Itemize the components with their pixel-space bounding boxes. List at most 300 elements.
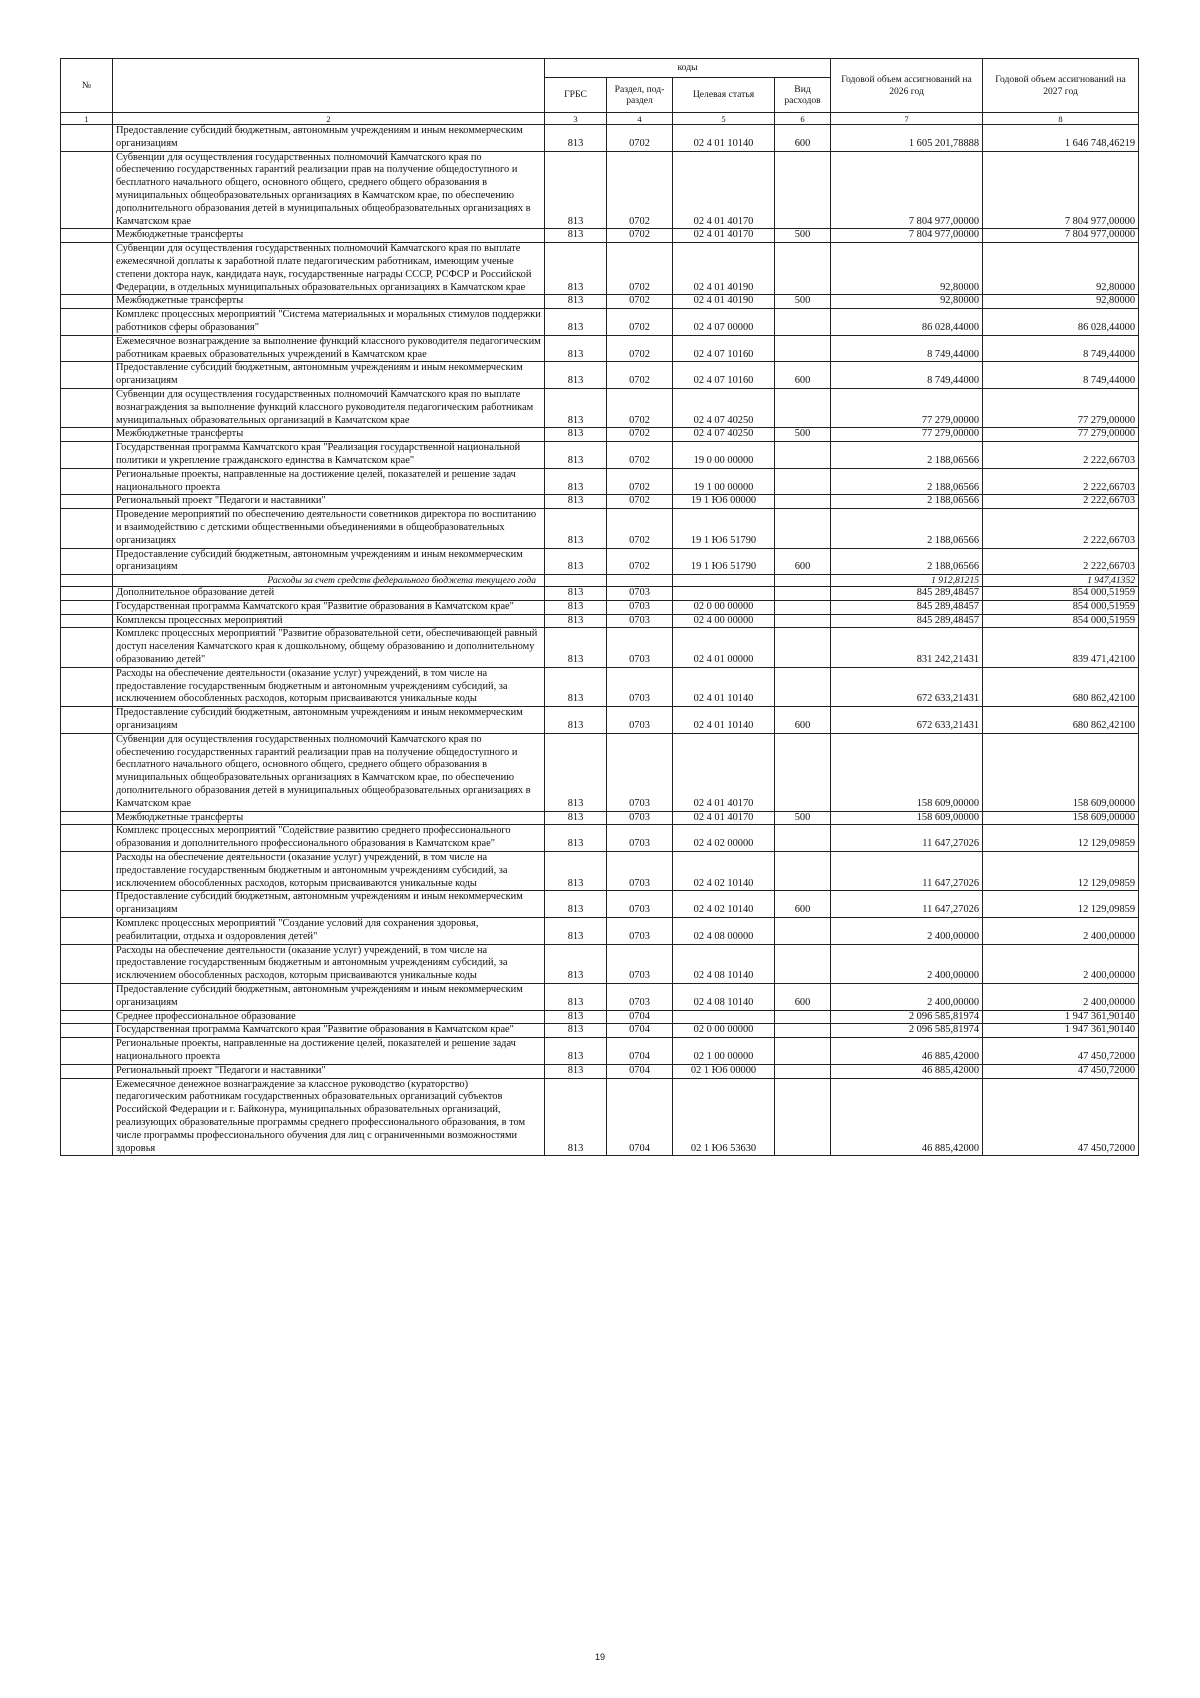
row-number-cell [61, 495, 113, 509]
header-codes: коды [545, 59, 831, 78]
row-target-cell: 02 1 00 00000 [673, 1038, 775, 1065]
table-row [61, 575, 1139, 587]
colnum-1: 1 [61, 113, 113, 125]
table-row [61, 733, 1139, 811]
table-row [61, 243, 1139, 295]
row-vol-2027-cell: 2 222,66703 [983, 468, 1139, 495]
row-number-cell [61, 125, 113, 152]
row-name-cell: Комплексы процессных мероприятий [113, 614, 545, 628]
table-row [61, 125, 1139, 152]
row-vol-2026-cell: 2 188,06566 [831, 509, 983, 548]
row-vol-2027-cell: 854 000,51959 [983, 600, 1139, 614]
row-vol-2026-cell: 11 647,27026 [831, 852, 983, 891]
row-exptype-cell [775, 509, 831, 548]
row-section-cell: 0702 [607, 509, 673, 548]
row-vol-2026-cell: 845 289,48457 [831, 587, 983, 601]
row-section-cell: 0702 [607, 309, 673, 336]
row-name-cell: Государственная программа Камчатского края "Развитие образования в Камчатском крае" [113, 600, 545, 614]
row-section-cell: 0702 [607, 295, 673, 309]
row-vol-2026-cell: 8 749,44000 [831, 362, 983, 389]
row-vol-2026-cell: 2 096 585,81974 [831, 1010, 983, 1024]
row-section-cell [607, 575, 673, 587]
row-target-cell: 02 4 02 10140 [673, 891, 775, 918]
row-vol-2026-cell: 2 400,00000 [831, 984, 983, 1011]
header-num: № [61, 59, 113, 113]
row-target-cell: 02 4 01 40170 [673, 733, 775, 811]
row-target-cell: 02 1 Ю6 00000 [673, 1064, 775, 1078]
row-target-cell: 02 4 07 00000 [673, 309, 775, 336]
row-vol-2026-cell: 2 188,06566 [831, 442, 983, 469]
row-name-cell: Региональные проекты, направленные на достижение целей, показателей и решение задач национального проекта [113, 468, 545, 495]
table-row [61, 229, 1139, 243]
row-exptype-cell: 500 [775, 295, 831, 309]
row-vol-2027-cell: 2 222,66703 [983, 509, 1139, 548]
row-exptype-cell: 600 [775, 548, 831, 575]
row-name-cell: Предоставление субсидий бюджетным, автономным учреждениям и иным некоммерческим организациям [113, 707, 545, 734]
row-vol-2027-cell: 1 947 361,90140 [983, 1010, 1139, 1024]
row-grbs-cell: 813 [545, 151, 607, 229]
row-exptype-cell: 600 [775, 707, 831, 734]
row-number-cell [61, 825, 113, 852]
row-section-cell: 0703 [607, 891, 673, 918]
table-row [61, 335, 1139, 362]
row-exptype-cell [775, 614, 831, 628]
row-target-cell: 02 4 07 10160 [673, 362, 775, 389]
row-vol-2027-cell: 77 279,00000 [983, 428, 1139, 442]
row-target-cell [673, 587, 775, 601]
row-name-cell: Предоставление субсидий бюджетным, автономным учреждениям и иным некоммерческим организациям [113, 125, 545, 152]
row-number-cell [61, 442, 113, 469]
page-number: 19 [594, 1652, 605, 1662]
row-grbs-cell: 813 [545, 707, 607, 734]
row-target-cell: 02 4 07 40250 [673, 388, 775, 427]
header-target: Целевая статья [673, 78, 775, 113]
row-vol-2027-cell: 1 947,41352 [983, 575, 1139, 587]
row-section-cell: 0703 [607, 918, 673, 945]
table-row [61, 891, 1139, 918]
budget-table-sheet [60, 58, 1138, 1156]
row-section-cell: 0704 [607, 1024, 673, 1038]
row-number-cell [61, 600, 113, 614]
row-section-cell: 0702 [607, 548, 673, 575]
row-vol-2027-cell: 854 000,51959 [983, 614, 1139, 628]
row-section-cell: 0702 [607, 442, 673, 469]
table-row [61, 362, 1139, 389]
row-vol-2026-cell: 672 633,21431 [831, 667, 983, 706]
row-name-cell: Предоставление субсидий бюджетным, автономным учреждениям и иным некоммерческим организациям [113, 362, 545, 389]
row-section-cell: 0704 [607, 1078, 673, 1156]
row-exptype-cell [775, 335, 831, 362]
table-row [61, 825, 1139, 852]
row-target-cell: 02 4 01 10140 [673, 125, 775, 152]
row-name-cell: Ежемесячное вознаграждение за выполнение функций классного руководителя педагогическим работникам краевых образовательных учреждений в Камчатском крае [113, 335, 545, 362]
row-name-cell: Комплекс процессных мероприятий "Система материальных и моральных стимулов поддержки работников сферы образования" [113, 309, 545, 336]
row-name-cell: Субвенции для осуществления государственных полномочий Камчатского края по выплате ежемесячной доплаты к заработной плате педагогическим работникам, имеющим ученые степени доктора наук, кандидата наук, государственные награды СССР, РСФСР и Российской Федерации, в отдельных муниципальных образовательных организациях в Камчатском крае [113, 243, 545, 295]
row-number-cell [61, 628, 113, 667]
table-row [61, 918, 1139, 945]
row-vol-2026-cell: 2 096 585,81974 [831, 1024, 983, 1038]
row-name-cell: Ежемесячное денежное вознаграждение за классное руководство (кураторство) педагогическим работникам государственных образовательных организаций субъектов Российской Федерации и г. Байконура, муниципальных образовательных организаций, реализующих образовательные программы среднего профессионального образования, в том числе программы профессионального обучения для лиц с ограниченными возможностями здоровья [113, 1078, 545, 1156]
table-row [61, 468, 1139, 495]
row-grbs-cell: 813 [545, 891, 607, 918]
row-number-cell [61, 733, 113, 811]
row-section-cell: 0702 [607, 151, 673, 229]
row-target-cell: 02 4 01 40170 [673, 151, 775, 229]
row-exptype-cell: 500 [775, 811, 831, 825]
row-grbs-cell: 813 [545, 1078, 607, 1156]
table-row [61, 614, 1139, 628]
row-exptype-cell [775, 628, 831, 667]
row-name-cell: Расходы на обеспечение деятельности (оказание услуг) учреждений, в том числе на предоставление государственным бюджетным и автономным учреждениям субсидий, за исключением обособленных расходов, которым присваиваются уникальные коды [113, 944, 545, 983]
table-row [61, 495, 1139, 509]
row-grbs-cell: 813 [545, 1010, 607, 1024]
row-number-cell [61, 309, 113, 336]
row-grbs-cell: 813 [545, 468, 607, 495]
row-exptype-cell [775, 1064, 831, 1078]
table-row [61, 309, 1139, 336]
row-target-cell: 02 1 Ю6 53630 [673, 1078, 775, 1156]
row-grbs-cell: 813 [545, 667, 607, 706]
row-exptype-cell: 500 [775, 428, 831, 442]
row-vol-2026-cell: 2 400,00000 [831, 944, 983, 983]
row-grbs-cell: 813 [545, 825, 607, 852]
row-target-cell: 02 4 07 10160 [673, 335, 775, 362]
row-vol-2027-cell: 8 749,44000 [983, 335, 1139, 362]
row-name-cell: Межбюджетные трансферты [113, 295, 545, 309]
colnum-5: 5 [673, 113, 775, 125]
row-section-cell: 0704 [607, 1010, 673, 1024]
row-number-cell [61, 335, 113, 362]
row-grbs-cell: 813 [545, 548, 607, 575]
row-name-cell: Государственная программа Камчатского края "Реализация государственной национальной политики и укрепление гражданского единства в Камчатском крае" [113, 442, 545, 469]
row-vol-2027-cell: 158 609,00000 [983, 811, 1139, 825]
row-exptype-cell [775, 600, 831, 614]
row-vol-2026-cell: 2 400,00000 [831, 918, 983, 945]
table-row [61, 1038, 1139, 1065]
row-exptype-cell [775, 442, 831, 469]
row-vol-2026-cell: 845 289,48457 [831, 614, 983, 628]
row-vol-2026-cell: 2 188,06566 [831, 495, 983, 509]
row-name-cell: Региональный проект "Педагоги и наставники" [113, 495, 545, 509]
row-section-cell: 0704 [607, 1064, 673, 1078]
colnum-4: 4 [607, 113, 673, 125]
table-row [61, 852, 1139, 891]
row-vol-2027-cell: 1 646 748,46219 [983, 125, 1139, 152]
row-vol-2026-cell: 1 605 201,78888 [831, 125, 983, 152]
row-section-cell: 0702 [607, 335, 673, 362]
row-target-cell: 02 4 08 10140 [673, 944, 775, 983]
row-target-cell: 02 4 01 10140 [673, 667, 775, 706]
row-number-cell [61, 243, 113, 295]
row-grbs-cell: 813 [545, 614, 607, 628]
header-exptype: Вид расходов [775, 78, 831, 113]
row-exptype-cell [775, 587, 831, 601]
colnum-2: 2 [113, 113, 545, 125]
row-grbs-cell: 813 [545, 852, 607, 891]
row-grbs-cell: 813 [545, 428, 607, 442]
row-number-cell [61, 295, 113, 309]
row-name-cell: Региональные проекты, направленные на достижение целей, показателей и решение задач национального проекта [113, 1038, 545, 1065]
row-grbs-cell: 813 [545, 984, 607, 1011]
row-vol-2027-cell: 8 749,44000 [983, 362, 1139, 389]
row-number-cell [61, 891, 113, 918]
row-number-cell [61, 811, 113, 825]
row-vol-2027-cell: 77 279,00000 [983, 388, 1139, 427]
row-name-cell: Среднее профессиональное образование [113, 1010, 545, 1024]
row-number-cell [61, 1010, 113, 1024]
row-vol-2026-cell: 46 885,42000 [831, 1078, 983, 1156]
row-number-cell [61, 852, 113, 891]
header-vol-2026: Годовой объем ассигнований на 2026 год [831, 59, 983, 113]
row-vol-2026-cell: 1 912,81215 [831, 575, 983, 587]
row-section-cell: 0703 [607, 667, 673, 706]
table-row [61, 628, 1139, 667]
row-exptype-cell: 600 [775, 984, 831, 1011]
row-vol-2027-cell: 86 028,44000 [983, 309, 1139, 336]
row-vol-2027-cell: 2 400,00000 [983, 918, 1139, 945]
row-number-cell [61, 918, 113, 945]
row-exptype-cell [775, 1038, 831, 1065]
budget-table [60, 58, 1139, 1156]
row-section-cell: 0703 [607, 707, 673, 734]
header-name [113, 59, 545, 113]
row-exptype-cell [775, 733, 831, 811]
row-vol-2026-cell: 11 647,27026 [831, 825, 983, 852]
row-number-cell [61, 151, 113, 229]
row-name-cell: Государственная программа Камчатского края "Развитие образования в Камчатском крае" [113, 1024, 545, 1038]
row-name-cell: Межбюджетные трансферты [113, 428, 545, 442]
row-target-cell [673, 575, 775, 587]
row-vol-2026-cell: 845 289,48457 [831, 600, 983, 614]
row-section-cell: 0703 [607, 811, 673, 825]
row-target-cell: 19 1 Ю6 51790 [673, 509, 775, 548]
row-name-cell: Расходы за счет средств федерального бюджета текущего года [113, 575, 545, 587]
table-row [61, 984, 1139, 1011]
row-section-cell: 0703 [607, 587, 673, 601]
colnum-6: 6 [775, 113, 831, 125]
row-grbs-cell: 813 [545, 495, 607, 509]
row-target-cell: 02 4 01 40170 [673, 811, 775, 825]
row-vol-2027-cell: 854 000,51959 [983, 587, 1139, 601]
row-exptype-cell [775, 852, 831, 891]
row-number-cell [61, 944, 113, 983]
row-exptype-cell [775, 1010, 831, 1024]
row-name-cell: Субвенции для осуществления государственных полномочий Камчатского края по обеспечению государственных гарантий реализации прав на получение общедоступного и бесплатного начального общего, основного общего, среднего общего образования в муниципальных общеобразовательных организациях в Камчатском крае, по обеспечению дополнительного образования детей в муниципальных общеобразовательных организациях в Камчатском крае [113, 151, 545, 229]
row-target-cell: 02 4 00 00000 [673, 614, 775, 628]
row-vol-2026-cell: 77 279,00000 [831, 428, 983, 442]
row-number-cell [61, 229, 113, 243]
row-name-cell: Субвенции для осуществления государственных полномочий Камчатского края по обеспечению государственных гарантий реализации прав на получение общедоступного и бесплатного начального общего, основного общего, среднего общего образования в муниципальных общеобразовательных организациях в Камчатском крае, по обеспечению дополнительного образования детей в муниципальных общеобразовательных организациях в Камчатском крае [113, 733, 545, 811]
table-row [61, 548, 1139, 575]
row-section-cell: 0703 [607, 600, 673, 614]
row-section-cell: 0703 [607, 852, 673, 891]
table-row [61, 388, 1139, 427]
row-section-cell: 0703 [607, 825, 673, 852]
colnum-8: 8 [983, 113, 1139, 125]
row-number-cell [61, 1078, 113, 1156]
table-row [61, 811, 1139, 825]
row-name-cell: Региональный проект "Педагоги и наставники" [113, 1064, 545, 1078]
row-exptype-cell [775, 918, 831, 945]
row-grbs-cell: 813 [545, 1064, 607, 1078]
row-exptype-cell [775, 825, 831, 852]
row-grbs-cell: 813 [545, 442, 607, 469]
row-section-cell: 0703 [607, 944, 673, 983]
row-name-cell: Проведение мероприятий по обеспечению деятельности советников директора по воспитанию и взаимодействию с детскими общественными объединениями в общеобразовательных организациях [113, 509, 545, 548]
table-row [61, 428, 1139, 442]
row-vol-2027-cell: 92,80000 [983, 243, 1139, 295]
row-target-cell: 02 4 02 00000 [673, 825, 775, 852]
row-vol-2027-cell: 839 471,42100 [983, 628, 1139, 667]
row-exptype-cell [775, 495, 831, 509]
row-grbs-cell: 813 [545, 229, 607, 243]
row-exptype-cell [775, 667, 831, 706]
row-name-cell: Предоставление субсидий бюджетным, автономным учреждениям и иным некоммерческим организациям [113, 548, 545, 575]
row-section-cell: 0703 [607, 614, 673, 628]
row-target-cell: 02 4 01 40190 [673, 243, 775, 295]
row-grbs-cell: 813 [545, 1038, 607, 1065]
row-vol-2027-cell: 92,80000 [983, 295, 1139, 309]
row-name-cell: Субвенции для осуществления государственных полномочий Камчатского края по выплате вознаграждения за выполнение функций классного руководителя педагогическим работникам муниципальных образовательных организаций в Камчатском крае [113, 388, 545, 427]
row-grbs-cell: 813 [545, 1024, 607, 1038]
row-number-cell [61, 1024, 113, 1038]
row-number-cell [61, 587, 113, 601]
row-grbs-cell: 813 [545, 125, 607, 152]
row-exptype-cell [775, 1078, 831, 1156]
row-target-cell: 02 4 01 40190 [673, 295, 775, 309]
row-target-cell [673, 1010, 775, 1024]
row-name-cell: Расходы на обеспечение деятельности (оказание услуг) учреждений, в том числе на предоставление государственным бюджетным и автономным учреждениям субсидий, за исключением обособленных расходов, которым присваиваются уникальные коды [113, 667, 545, 706]
row-vol-2027-cell: 2 400,00000 [983, 944, 1139, 983]
table-row [61, 509, 1139, 548]
table-row [61, 295, 1139, 309]
row-grbs-cell: 813 [545, 587, 607, 601]
row-grbs-cell: 813 [545, 628, 607, 667]
table-row [61, 1024, 1139, 1038]
row-vol-2026-cell: 86 028,44000 [831, 309, 983, 336]
row-grbs-cell: 813 [545, 600, 607, 614]
row-vol-2026-cell: 672 633,21431 [831, 707, 983, 734]
header-section: Раздел, под-раздел [607, 78, 673, 113]
row-vol-2027-cell: 7 804 977,00000 [983, 229, 1139, 243]
table-row [61, 1064, 1139, 1078]
row-target-cell: 02 0 00 00000 [673, 1024, 775, 1038]
row-target-cell: 02 4 07 40250 [673, 428, 775, 442]
table-row [61, 442, 1139, 469]
row-section-cell: 0704 [607, 1038, 673, 1065]
row-number-cell [61, 362, 113, 389]
row-exptype-cell: 600 [775, 362, 831, 389]
row-vol-2027-cell: 680 862,42100 [983, 667, 1139, 706]
row-vol-2026-cell: 92,80000 [831, 243, 983, 295]
row-vol-2027-cell: 2 222,66703 [983, 442, 1139, 469]
row-grbs-cell: 813 [545, 335, 607, 362]
row-number-cell [61, 428, 113, 442]
colnum-7: 7 [831, 113, 983, 125]
row-vol-2026-cell: 92,80000 [831, 295, 983, 309]
row-vol-2026-cell: 7 804 977,00000 [831, 229, 983, 243]
row-vol-2026-cell: 158 609,00000 [831, 811, 983, 825]
row-grbs-cell: 813 [545, 295, 607, 309]
row-target-cell: 19 1 Ю6 51790 [673, 548, 775, 575]
row-number-cell [61, 548, 113, 575]
row-exptype-cell [775, 944, 831, 983]
row-target-cell: 19 1 Ю6 00000 [673, 495, 775, 509]
row-number-cell [61, 468, 113, 495]
row-vol-2026-cell: 77 279,00000 [831, 388, 983, 427]
row-exptype-cell [775, 388, 831, 427]
row-vol-2027-cell: 2 222,66703 [983, 495, 1139, 509]
header-vol-2027: Годовой объем ассигнований на 2027 год [983, 59, 1139, 113]
colnum-3: 3 [545, 113, 607, 125]
row-name-cell: Межбюджетные трансферты [113, 811, 545, 825]
row-target-cell: 19 0 00 00000 [673, 442, 775, 469]
row-exptype-cell [775, 575, 831, 587]
row-target-cell: 02 4 01 00000 [673, 628, 775, 667]
row-name-cell: Дополнительное образование детей [113, 587, 545, 601]
row-vol-2026-cell: 11 647,27026 [831, 891, 983, 918]
row-vol-2027-cell: 1 947 361,90140 [983, 1024, 1139, 1038]
row-number-cell [61, 1064, 113, 1078]
row-vol-2027-cell: 12 129,09859 [983, 891, 1139, 918]
row-exptype-cell [775, 243, 831, 295]
row-number-cell [61, 1038, 113, 1065]
row-vol-2026-cell: 158 609,00000 [831, 733, 983, 811]
row-section-cell: 0703 [607, 733, 673, 811]
row-vol-2027-cell: 12 129,09859 [983, 825, 1139, 852]
row-number-cell [61, 984, 113, 1011]
row-grbs-cell: 813 [545, 243, 607, 295]
row-exptype-cell: 600 [775, 125, 831, 152]
row-vol-2026-cell: 46 885,42000 [831, 1038, 983, 1065]
row-name-cell: Комплекс процессных мероприятий "Содействие развитию среднего профессионального образования и дополнительного профессионального образования в Камчатском крае" [113, 825, 545, 852]
row-name-cell: Комплекс процессных мероприятий "Создание условий для сохранения здоровья, реабилитации, отдыха и оздоровления детей" [113, 918, 545, 945]
row-section-cell: 0702 [607, 495, 673, 509]
row-vol-2027-cell: 47 450,72000 [983, 1078, 1139, 1156]
table-row [61, 600, 1139, 614]
row-target-cell: 02 0 00 00000 [673, 600, 775, 614]
row-exptype-cell [775, 468, 831, 495]
table-row [61, 1010, 1139, 1024]
row-exptype-cell [775, 1024, 831, 1038]
row-vol-2027-cell: 2 222,66703 [983, 548, 1139, 575]
row-name-cell: Межбюджетные трансферты [113, 229, 545, 243]
row-exptype-cell [775, 151, 831, 229]
row-grbs-cell: 813 [545, 733, 607, 811]
row-exptype-cell [775, 309, 831, 336]
row-target-cell: 02 4 01 40170 [673, 229, 775, 243]
row-vol-2027-cell: 12 129,09859 [983, 852, 1139, 891]
table-row [61, 707, 1139, 734]
table-row [61, 944, 1139, 983]
row-number-cell [61, 509, 113, 548]
row-target-cell: 02 4 08 00000 [673, 918, 775, 945]
row-vol-2026-cell: 46 885,42000 [831, 1064, 983, 1078]
row-exptype-cell: 500 [775, 229, 831, 243]
row-section-cell: 0702 [607, 428, 673, 442]
row-grbs-cell: 813 [545, 362, 607, 389]
row-name-cell: Предоставление субсидий бюджетным, автономным учреждениям и иным некоммерческим организациям [113, 891, 545, 918]
row-section-cell: 0702 [607, 362, 673, 389]
row-number-cell [61, 614, 113, 628]
row-number-cell [61, 667, 113, 706]
row-grbs-cell: 813 [545, 944, 607, 983]
row-name-cell: Комплекс процессных мероприятий "Развитие образовательной сети, обеспечивающей равный доступ населения Камчатского края к дошкольному, общему образованию и дополнительному образованию детей" [113, 628, 545, 667]
row-target-cell: 02 4 01 10140 [673, 707, 775, 734]
row-vol-2026-cell: 2 188,06566 [831, 548, 983, 575]
row-vol-2027-cell: 680 862,42100 [983, 707, 1139, 734]
table-row [61, 151, 1139, 229]
